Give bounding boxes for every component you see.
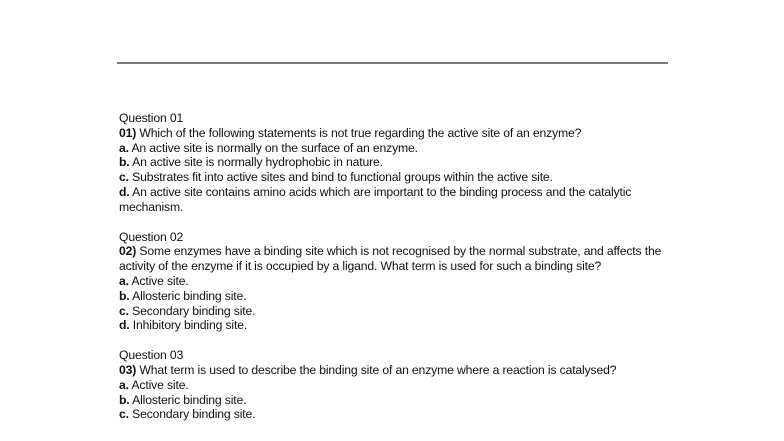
- option-letter: d.: [119, 318, 130, 333]
- question-block-01: [119, 111, 664, 215]
- header-rule: [117, 62, 668, 64]
- option-c: [119, 304, 664, 319]
- option-a: [119, 378, 664, 393]
- question-heading: Question 02: [119, 229, 184, 244]
- option-a: [119, 141, 664, 156]
- question-block-03: [119, 348, 664, 422]
- option-text: Active site.: [131, 273, 189, 288]
- option-text: An active site contains amino acids which are important to the binding process and the catalytic mechanism.: [119, 184, 632, 214]
- question-stem: What term is used to describe the binding site of an enzyme where a reaction is catalysed?: [139, 362, 617, 377]
- option-letter: a.: [119, 377, 129, 392]
- option-b: [119, 155, 664, 170]
- option-c: [119, 170, 664, 185]
- option-text: An active site is normally on the surface of an enzyme.: [131, 140, 418, 155]
- option-text: Allosteric binding site.: [132, 392, 247, 407]
- option-b: [119, 393, 664, 408]
- question-number: 02): [119, 244, 137, 259]
- option-letter: c.: [119, 303, 129, 318]
- option-text: Inhibitory binding site.: [132, 318, 248, 333]
- option-c: [119, 407, 664, 422]
- option-d: [119, 318, 664, 333]
- option-letter: d.: [119, 184, 130, 199]
- question-heading: Question 03: [119, 348, 184, 363]
- option-b: [119, 289, 664, 304]
- option-d: [119, 185, 664, 215]
- option-text: Secondary binding site.: [132, 407, 256, 422]
- option-text: Allosteric binding site.: [132, 288, 247, 303]
- question-heading: Question 01: [119, 111, 184, 125]
- question-block-02: [119, 230, 664, 334]
- question-number: 01): [119, 125, 137, 140]
- option-letter: a.: [119, 140, 129, 155]
- option-text: An active site is normally hydrophobic in nature.: [132, 155, 383, 170]
- option-letter: c.: [119, 170, 129, 185]
- option-letter: b.: [119, 288, 130, 303]
- option-text: Active site.: [131, 377, 189, 392]
- option-letter: b.: [119, 392, 130, 407]
- question-stem: Which of the following statements is not true regarding the active site of an enzyme?: [139, 125, 582, 140]
- option-letter: a.: [119, 273, 129, 288]
- question-text: [119, 363, 664, 378]
- question-stem: Some enzymes have a binding site which is not recognised by the normal substrate, and affects the activity of the enzyme if it is occupied by a ligand. What term is used for such a binding site?: [119, 244, 662, 274]
- question-text: [119, 244, 664, 274]
- question-number: 03): [119, 362, 137, 377]
- question-list: [119, 111, 664, 437]
- option-text: Secondary binding site.: [132, 303, 256, 318]
- option-a: [119, 274, 664, 289]
- option-text: Substrates fit into active sites and bind to functional groups within the active site.: [132, 170, 553, 185]
- option-letter: b.: [119, 155, 130, 170]
- option-letter: c.: [119, 407, 129, 422]
- question-text: [119, 126, 664, 141]
